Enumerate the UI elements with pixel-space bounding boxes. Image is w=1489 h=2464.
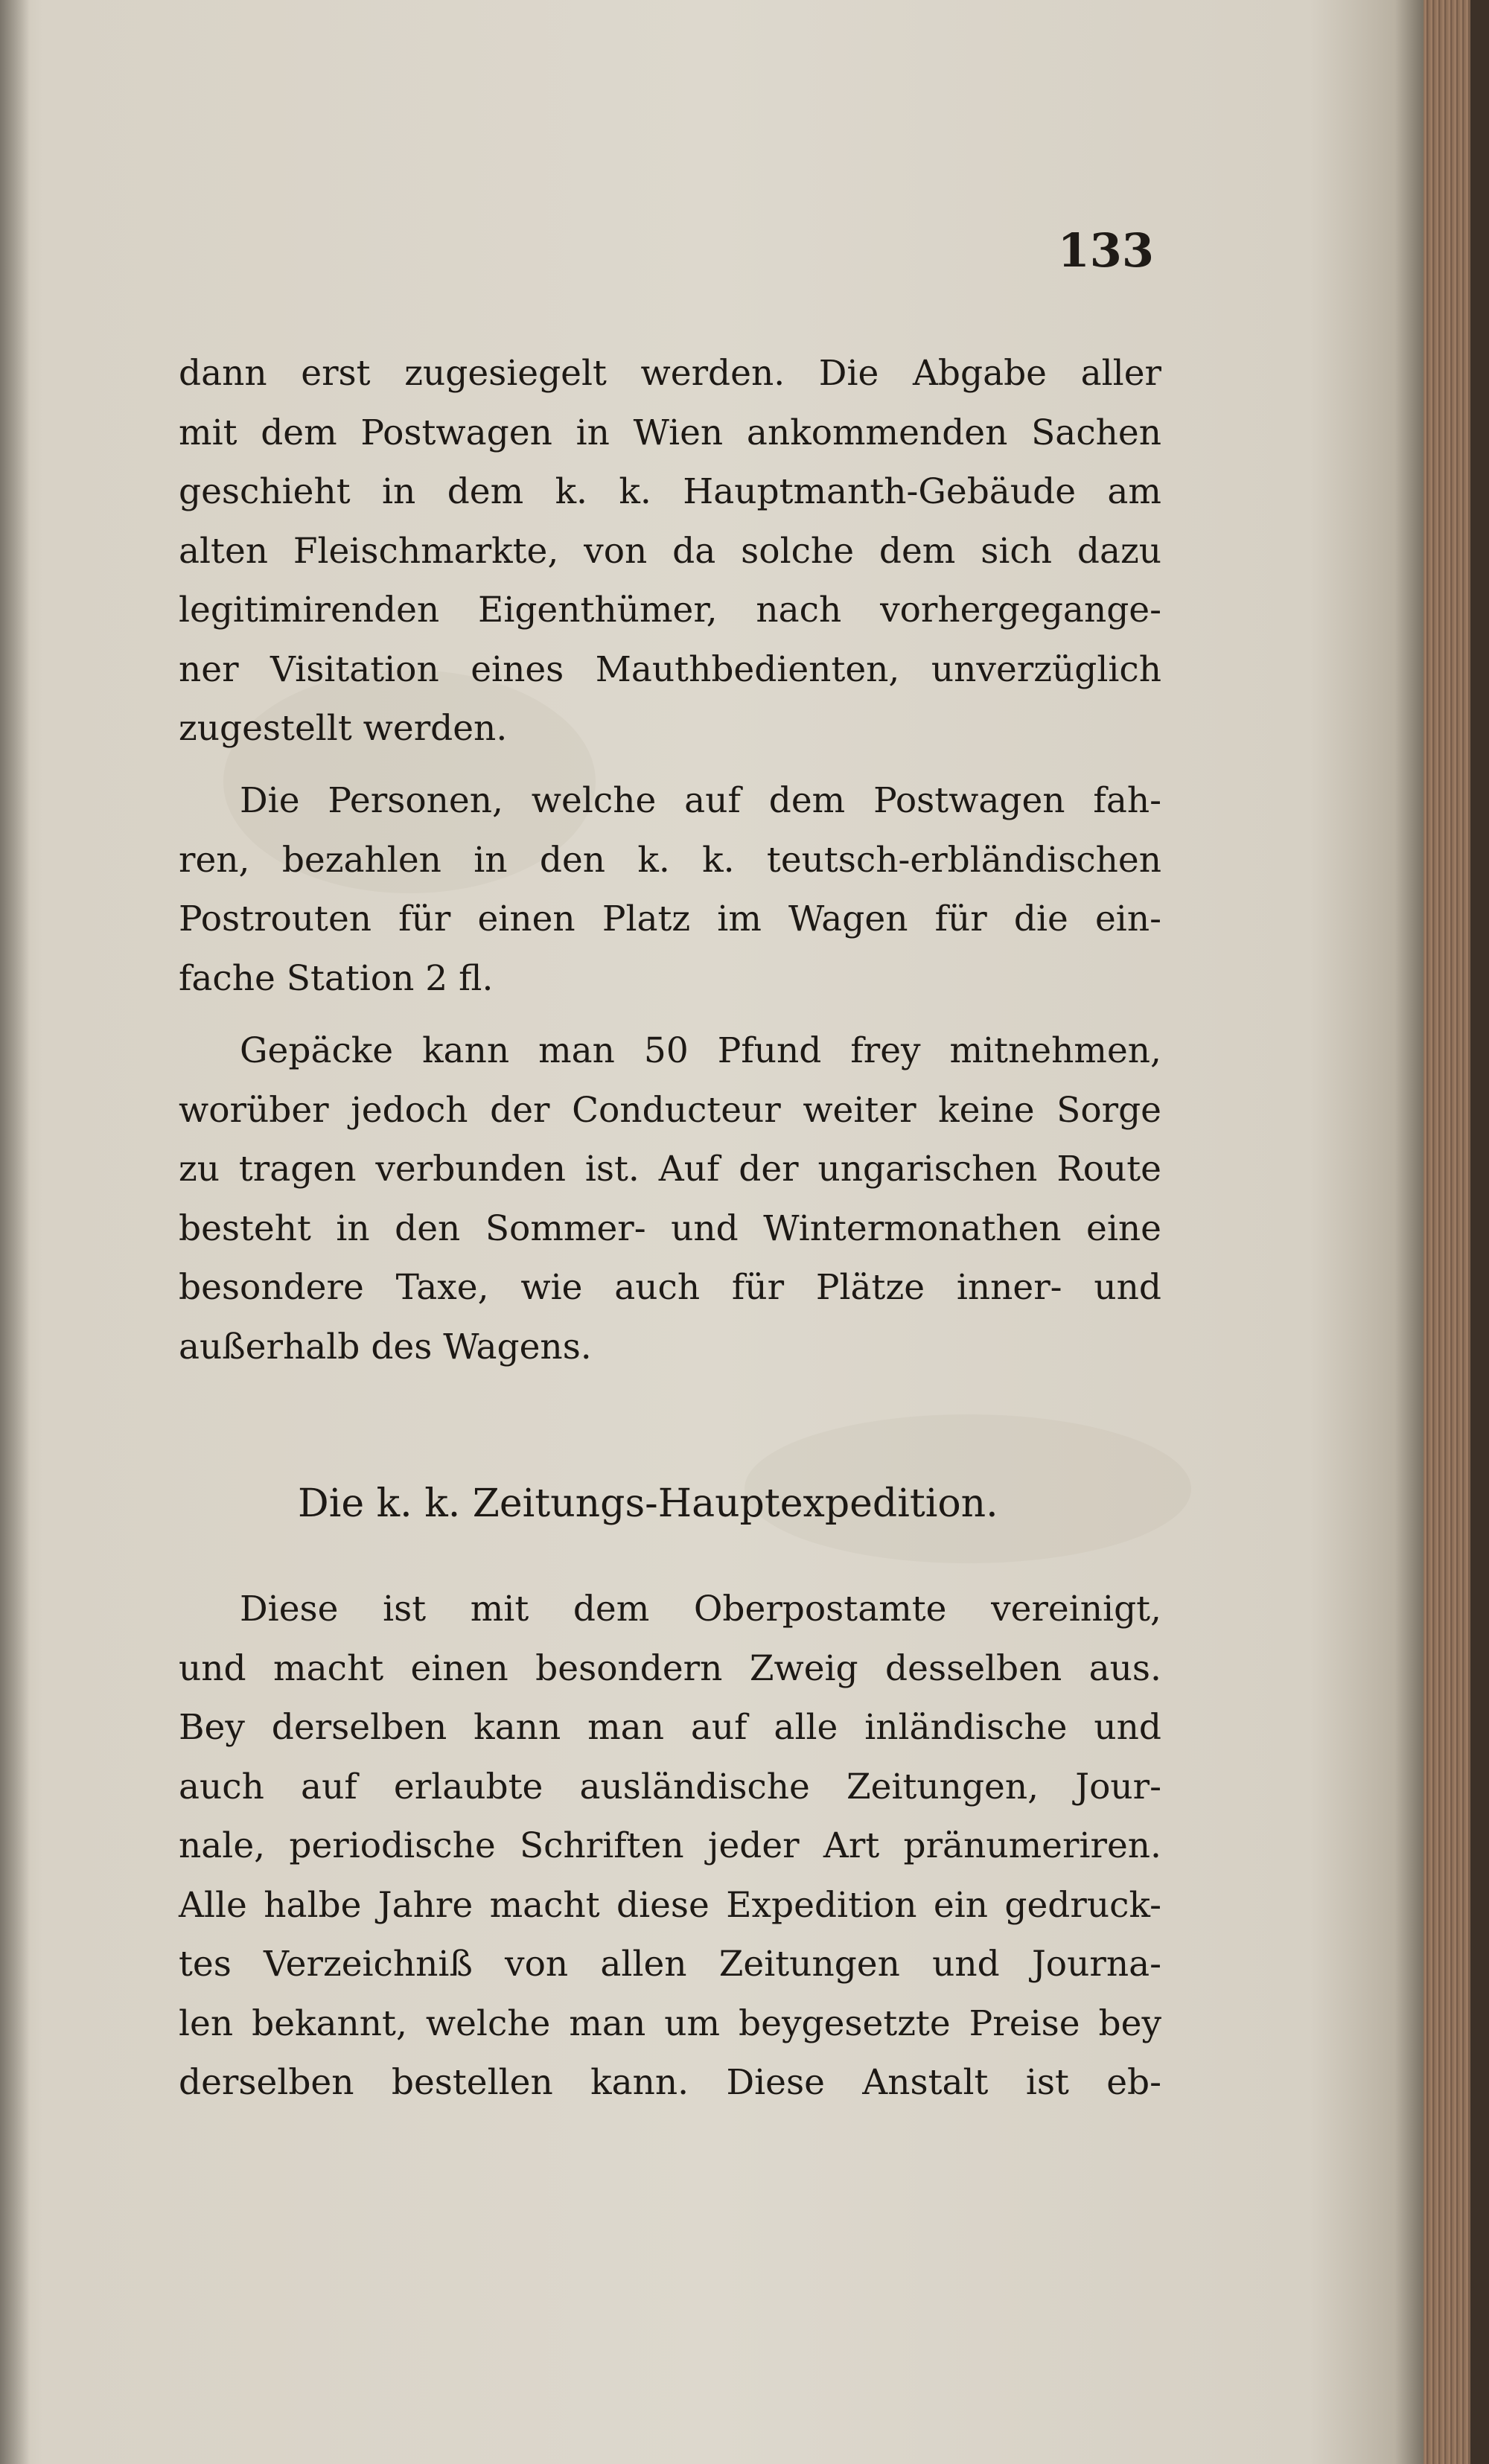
- text-line: len bekannt, welche man um beygesetzte Preise bey: [179, 2002, 1161, 2044]
- text-line: geschieht in dem k. k. Hauptmanth-Gebäude am: [179, 471, 1161, 512]
- paragraph-2: [179, 771, 1161, 1008]
- paragraph-4: [179, 1580, 1161, 2113]
- gutter-shadow: [0, 0, 30, 2464]
- text-line: besondere Taxe, wie auch für Plätze inner- und: [179, 1267, 1161, 1308]
- book-cover-edge: [1470, 0, 1489, 2464]
- text-line: mit dem Postwagen in Wien ankommenden Sachen: [179, 412, 1161, 453]
- paragraph-1: [179, 344, 1161, 759]
- text-line: auch auf erlaubte ausländische Zeitungen, Jour-: [179, 1766, 1161, 1807]
- text-line: fache Station 2 fl.: [179, 957, 494, 999]
- text-line: ner Visitation eines Mauthbedienten, unverzüglich: [179, 648, 1161, 690]
- text-line: zugestellt werden.: [179, 708, 508, 749]
- text-line: nale, periodische Schriften jeder Art pränumeriren.: [179, 1825, 1161, 1866]
- text-line: alten Fleischmarkte, von da solche dem sich dazu: [179, 530, 1161, 572]
- text-line: Alle halbe Jahre macht diese Expedition ein gedruck-: [179, 1884, 1161, 1926]
- text-line: zu tragen verbunden ist. Auf der ungarischen Route: [179, 1149, 1161, 1190]
- paragraph-3: [179, 1021, 1161, 1376]
- text-line: legitimirenden Eigenthümer, nach vorhergegange-: [179, 590, 1161, 631]
- text-line: dann erst zugesiegelt werden. Die Abgabe aller: [179, 353, 1161, 394]
- text-line: Diese ist mit dem Oberpostamte vereinigt,: [240, 1589, 1161, 1630]
- page-number: 133: [1057, 223, 1154, 278]
- text-line: Die Personen, welche auf dem Postwagen fah-: [240, 780, 1161, 821]
- section-heading: Die k. k. Zeitungs-Hauptexpedition.: [298, 1481, 998, 1526]
- text-line: außerhalb des Wagens.: [179, 1326, 592, 1367]
- text-line: worüber jedoch der Conducteur weiter keine Sorge: [179, 1089, 1161, 1131]
- text-line: tes Verzeichniß von allen Zeitungen und Journa-: [179, 1944, 1161, 1985]
- text-line: besteht in den Sommer- und Wintermonathen eine: [179, 1207, 1161, 1249]
- text-line: und macht einen besondern Zweig desselben aus.: [179, 1647, 1161, 1689]
- text-line: derselben bestellen kann. Diese Anstalt ist eb-: [179, 2062, 1161, 2103]
- text-line: Postrouten für einen Platz im Wagen für die ein-: [179, 899, 1161, 939]
- text-line: Bey derselben kann man auf alle inländische und: [179, 1707, 1161, 1748]
- text-line: Gepäcke kann man 50 Pfund frey mitnehmen,: [240, 1030, 1161, 1071]
- text-line: ren, bezahlen in den k. k. teutsch-erbländischen: [179, 839, 1161, 881]
